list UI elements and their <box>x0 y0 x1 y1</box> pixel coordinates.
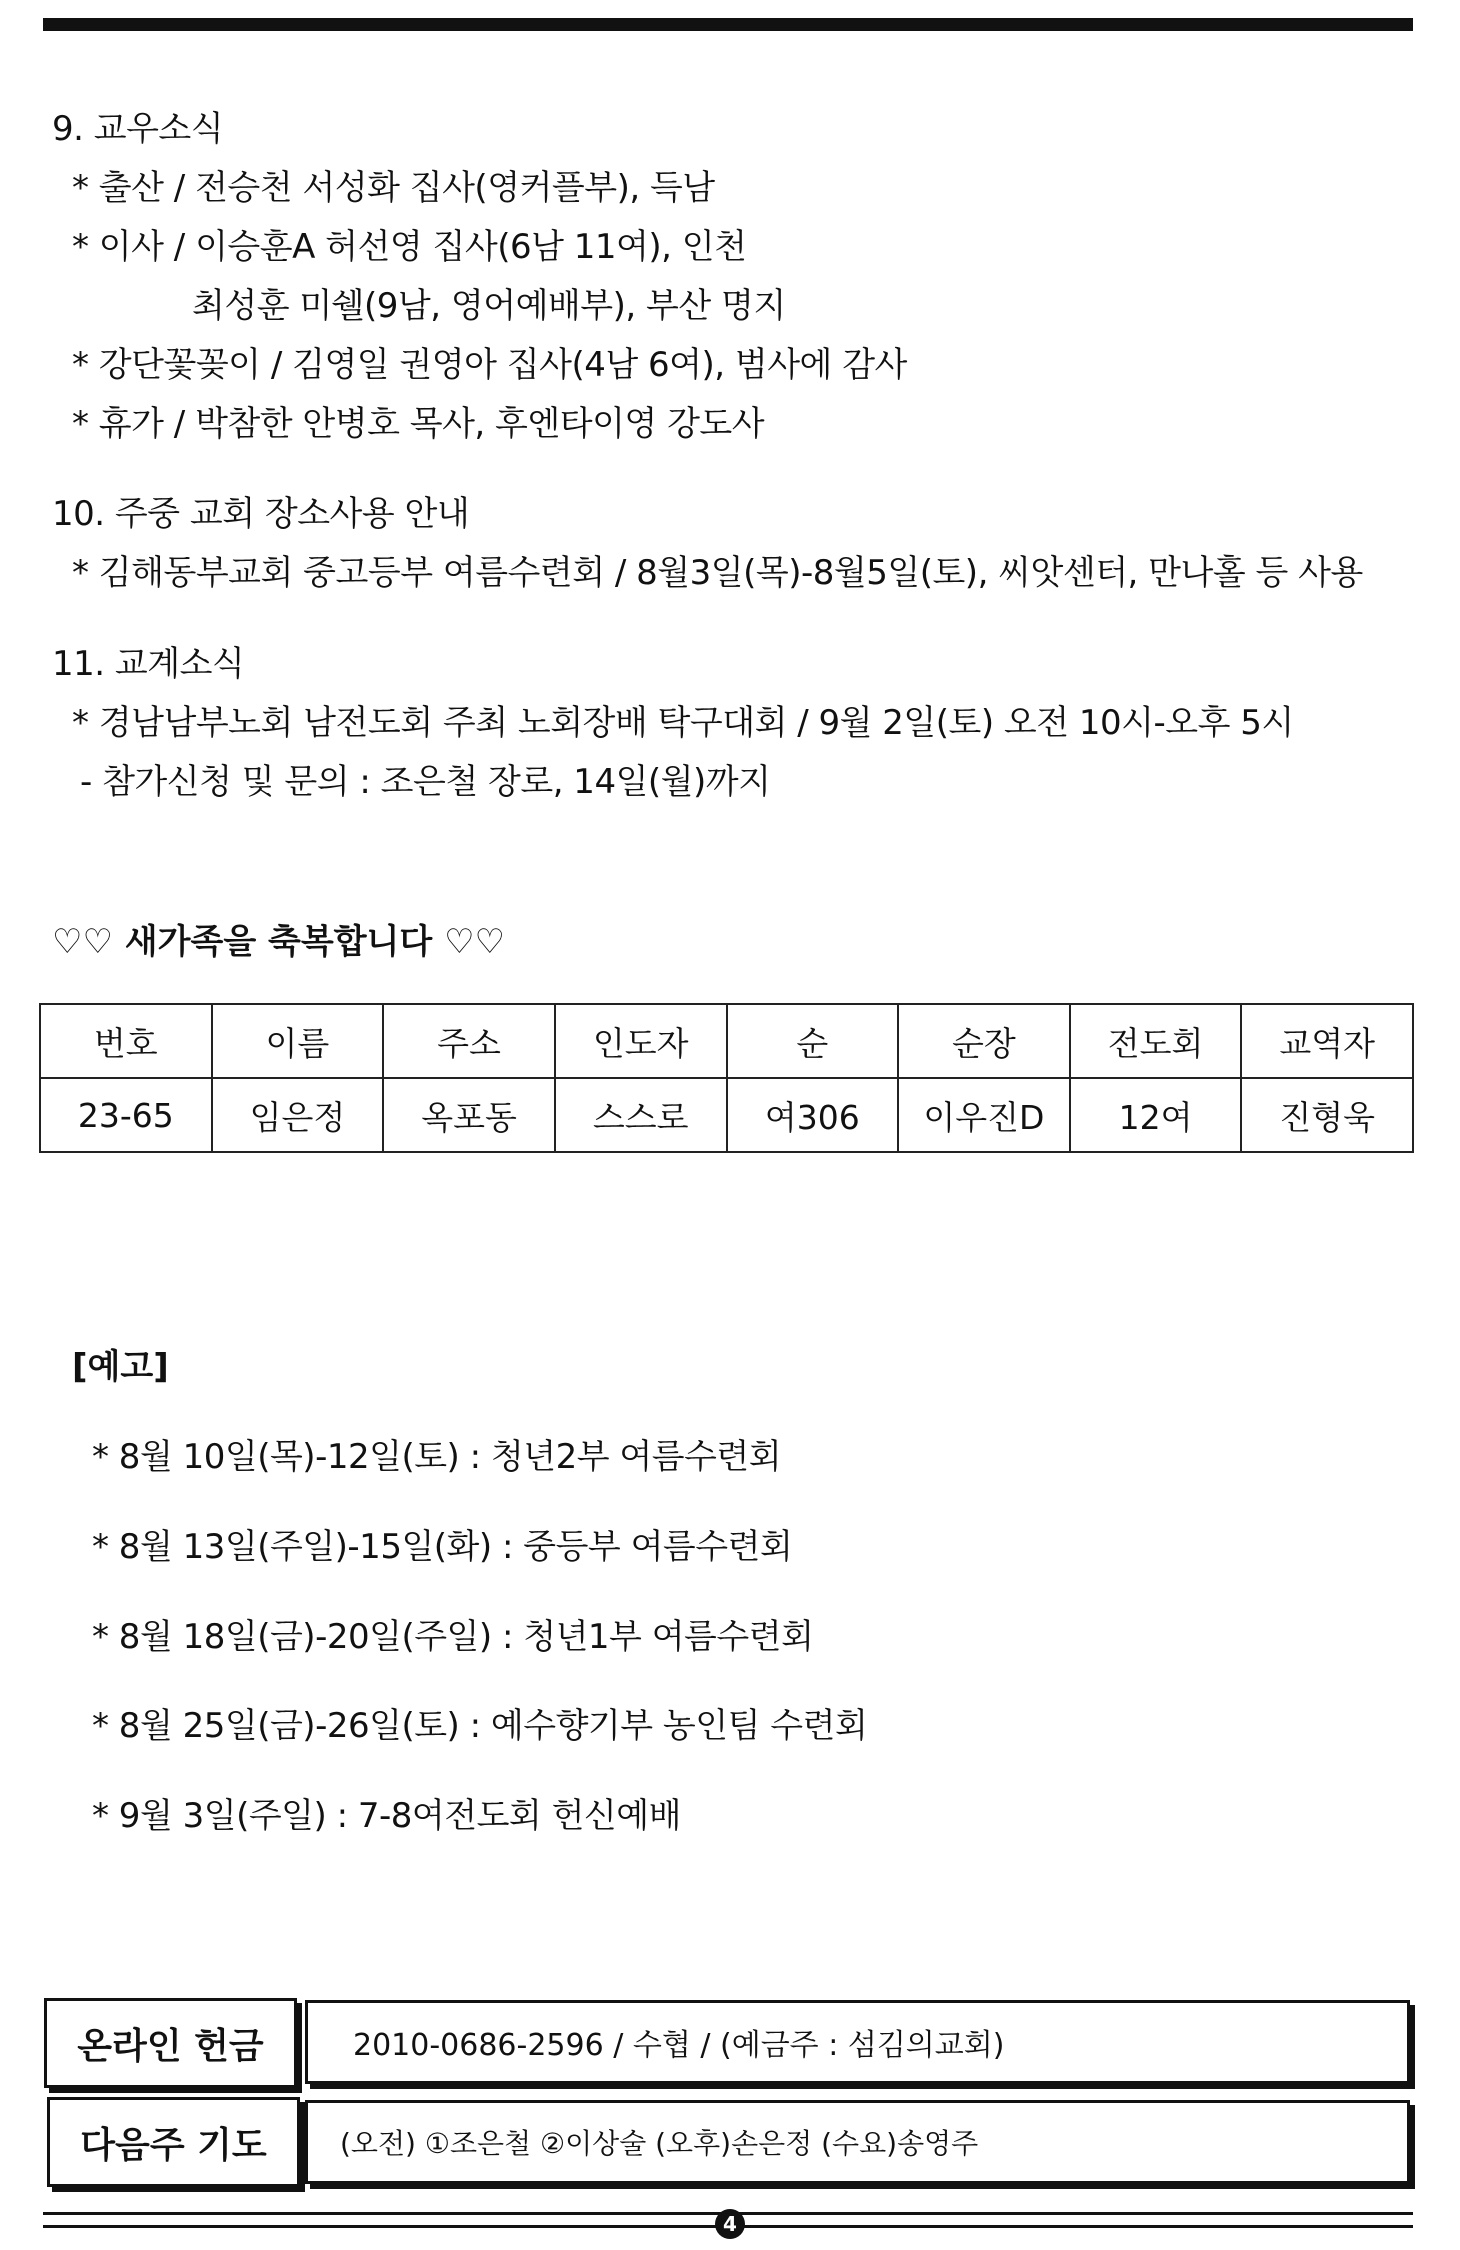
table-cell: 임은정 <box>212 1078 384 1152</box>
notice-item: * 8월 25일(금)-26일(토) : 예수향기부 농인팀 수련회 <box>92 1706 868 1746</box>
section11-title: 11. 교계소식 <box>52 644 245 684</box>
section9-line: * 이사 / 이승훈A 허선영 집사(6남 11여), 인천 <box>72 227 747 267</box>
notice-item: * 9월 3일(주일) : 7-8여전도회 헌신예배 <box>92 1796 681 1836</box>
table-cell: 진형욱 <box>1241 1078 1413 1152</box>
table-cell: 스스로 <box>555 1078 727 1152</box>
table-cell: 12여 <box>1070 1078 1242 1152</box>
table-cell: 여306 <box>727 1078 899 1152</box>
section9-line: * 강단꽃꽂이 / 김영일 권영아 집사(4남 6여), 범사에 감사 <box>72 345 907 385</box>
table-header-cell: 전도회 <box>1070 1004 1242 1078</box>
section10-line: * 김해동부교회 중고등부 여름수련회 / 8월3일(목)-8월5일(토), 씨앗센터, 만나홀 등 사용 <box>72 553 1363 593</box>
next-week-prayer-value-box <box>305 2100 1410 2184</box>
table-header-cell: 주소 <box>383 1004 555 1078</box>
new-family-title: ♡♡ 새가족을 축복합니다 ♡♡ <box>52 922 506 962</box>
section11-line: * 경남남부노회 남전도회 주최 노회장배 탁구대회 / 9월 2일(토) 오전 10시-오후 5시 <box>72 703 1294 743</box>
table-header-cell: 순 <box>727 1004 899 1078</box>
section9-title: 9. 교우소식 <box>52 109 224 149</box>
next-week-prayer-label: 다음주 기도 <box>80 2124 267 2166</box>
table-header-cell: 번호 <box>40 1004 212 1078</box>
notice-title: [예고] <box>72 1347 169 1387</box>
page-number: 4 <box>723 2212 737 2236</box>
section9-line: * 휴가 / 박참한 안병호 목사, 후엔타이영 강도사 <box>72 404 765 444</box>
page-number-badge <box>715 2209 745 2239</box>
section11-line: - 참가신청 및 문의 : 조은철 장로, 14일(월)까지 <box>80 762 771 802</box>
next-week-prayer-label-box <box>47 2097 300 2187</box>
online-offering-value: 2010-0686-2596 / 수협 / (예금주 : 섬김의교회) <box>353 2028 1005 2063</box>
online-offering-label: 온라인 헌금 <box>77 2025 264 2067</box>
notice-item: * 8월 13일(주일)-15일(화) : 중등부 여름수련회 <box>92 1527 793 1567</box>
online-offering-value-box <box>305 2000 1410 2084</box>
top-rule <box>43 18 1413 31</box>
table-row <box>40 1078 1413 1152</box>
table-cell: 옥포동 <box>383 1078 555 1152</box>
next-week-prayer-value: (오전) ①조은철 ②이상술 (오후)손은정 (수요)송영주 <box>340 2127 979 2160</box>
table-header-cell: 이름 <box>212 1004 384 1078</box>
section10-title: 10. 주중 교회 장소사용 안내 <box>52 494 470 534</box>
section9-line: * 출산 / 전승천 서성화 집사(영커플부), 득남 <box>72 168 715 208</box>
section9-line: 최성훈 미쉘(9남, 영어예배부), 부산 명지 <box>192 286 786 326</box>
notice-item: * 8월 18일(금)-20일(주일) : 청년1부 여름수련회 <box>92 1617 814 1657</box>
table-header-cell: 교역자 <box>1241 1004 1413 1078</box>
online-offering-label-box <box>44 1998 297 2088</box>
table-cell: 이우진D <box>898 1078 1070 1152</box>
table-header-cell: 인도자 <box>555 1004 727 1078</box>
notice-item: * 8월 10일(목)-12일(토) : 청년2부 여름수련회 <box>92 1437 782 1477</box>
table-cell: 23-65 <box>40 1078 212 1152</box>
table-header-cell: 순장 <box>898 1004 1070 1078</box>
new-family-table <box>39 1003 1414 1153</box>
table-header-row <box>40 1004 1413 1078</box>
